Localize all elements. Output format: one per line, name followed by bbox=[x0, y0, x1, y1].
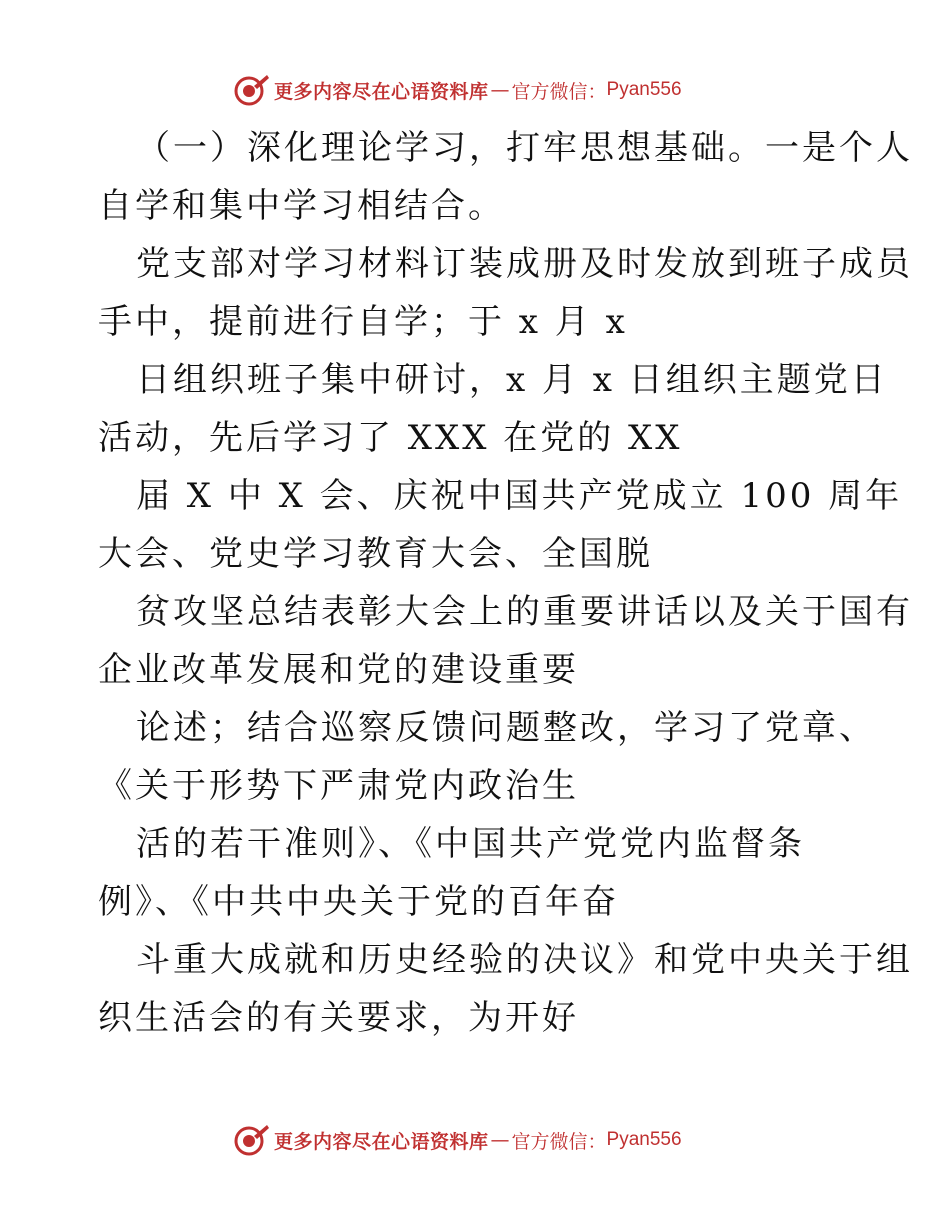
mouse-pen-logo-icon bbox=[232, 1122, 270, 1158]
text-line: 大会、党史学习教育大会、全国脱 bbox=[98, 534, 653, 574]
text-line: 贫攻坚总结表彰大会上的重要讲话以及关于国有 bbox=[136, 592, 913, 632]
text-line: 论述；结合巡察反馈问题整改，学习了党章、 bbox=[136, 708, 876, 748]
text-line: 日组织班子集中研讨，x 月 x 日组织主题党日 bbox=[136, 360, 888, 400]
banner-title: 更多内容尽在心语资料库 bbox=[274, 1130, 489, 1153]
banner-wechat-id: Pyan556 bbox=[606, 79, 682, 100]
text-line: 活动，先后学习了 XXX 在党的 XX bbox=[98, 418, 683, 458]
text-line: （一）深化理论学习，打牢思想基础。一是个人 bbox=[136, 128, 913, 168]
text-line: 织生活会的有关要求，为开好 bbox=[98, 998, 579, 1038]
text-line: 党支部对学习材料订装成册及时发放到班子成员 bbox=[136, 244, 913, 284]
mouse-pen-logo-icon bbox=[232, 72, 270, 108]
banner-wechat-label: 官方微信： bbox=[511, 1130, 607, 1153]
banner-wechat-label: 官方微信： bbox=[511, 80, 607, 103]
text-line: 活的若干准则》、《中国共产党党内监督条 bbox=[136, 824, 805, 864]
footer-banner bbox=[232, 1120, 682, 1160]
header-banner bbox=[232, 70, 682, 110]
text-line: 斗重大成就和历史经验的决议》和党中央关于组 bbox=[136, 940, 913, 980]
banner-separator: — bbox=[490, 1129, 510, 1151]
banner-wechat-id: Pyan556 bbox=[606, 1129, 682, 1150]
text-line: 企业改革发展和党的建设重要 bbox=[98, 650, 579, 690]
banner-separator: — bbox=[490, 79, 510, 101]
banner-title: 更多内容尽在心语资料库 bbox=[274, 80, 489, 103]
text-line: 届 X 中 X 会、庆祝中国共产党成立 100 周年 bbox=[136, 476, 903, 516]
text-line: 手中，提前进行自学；于 x 月 x bbox=[98, 302, 628, 342]
text-line: 《关于形势下严肃党内政治生 bbox=[98, 766, 579, 806]
text-line: 自学和集中学习相结合。 bbox=[98, 186, 505, 226]
text-line: 例》、《中共中央关于党的百年奋 bbox=[98, 882, 619, 922]
